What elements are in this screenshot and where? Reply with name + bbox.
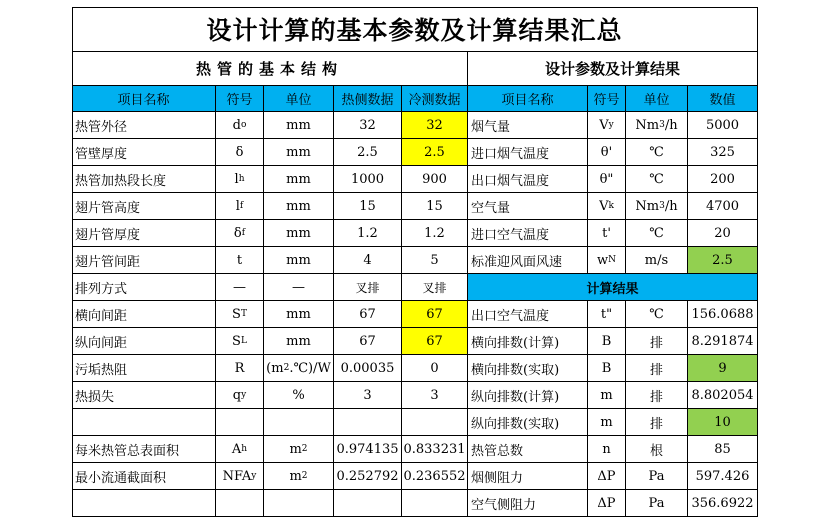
unit-text: /h <box>664 198 678 214</box>
column-header-left: 冷测数据 <box>402 86 468 112</box>
result-unit: ℃ <box>626 301 688 328</box>
param-name: 热损失 <box>72 382 216 409</box>
result-name: 烟气量 <box>468 112 588 139</box>
cold-side-value: 0 <box>402 355 468 382</box>
symbol-text: A <box>231 441 242 457</box>
unit-text: m <box>289 441 302 457</box>
symbol-text: t' <box>602 225 611 241</box>
cold-side-value: 900 <box>402 166 468 193</box>
unit-text: Nm <box>635 198 660 214</box>
param-unit: — <box>264 274 334 301</box>
param-unit <box>264 409 334 436</box>
param-unit: mm <box>264 193 334 220</box>
symbol-text: t" <box>600 306 613 322</box>
result-unit: ℃ <box>626 139 688 166</box>
column-header-right: 符号 <box>588 86 626 112</box>
param-symbol <box>216 247 264 274</box>
param-symbol: d o <box>216 112 264 139</box>
symbol-text: l <box>235 198 240 214</box>
symbol-text: NFA <box>222 468 252 484</box>
symbol-text: ΔP <box>597 495 616 511</box>
param-unit: mm <box>264 247 334 274</box>
result-name: 进口空气温度 <box>468 220 588 247</box>
symbol-text: l <box>234 171 239 187</box>
param-name: 纵向间距 <box>72 328 216 355</box>
symbol-text: θ' <box>600 144 613 160</box>
result-unit: 排 <box>626 328 688 355</box>
symbol-text: q <box>232 387 242 403</box>
result-value: 10 <box>688 409 758 436</box>
result-value: 4700 <box>688 193 758 220</box>
param-symbol: l h <box>216 166 264 193</box>
symbol-text: S <box>232 333 241 349</box>
param-symbol: A h <box>216 436 264 463</box>
hot-side-value: 15 <box>334 193 402 220</box>
unit-text: Nm <box>635 117 660 133</box>
result-value: 8.291874 <box>688 328 758 355</box>
result-symbol: V y <box>588 112 626 139</box>
param-unit: mm <box>264 301 334 328</box>
hot-side-value: 32 <box>334 112 402 139</box>
result-unit: Pa <box>626 490 688 517</box>
symbol-text: δ <box>235 144 244 160</box>
symbol-text: B <box>601 360 612 376</box>
column-header-right: 单位 <box>626 86 688 112</box>
summary-table <box>72 7 758 517</box>
result-symbol: w N <box>588 247 626 274</box>
param-name: 最小流通截面积 <box>72 463 216 490</box>
param-symbol <box>216 490 264 517</box>
hot-side-value: 4 <box>334 247 402 274</box>
cold-side-value: 32 <box>402 112 468 139</box>
result-unit: ℃ <box>626 166 688 193</box>
param-name: 管壁厚度 <box>72 139 216 166</box>
result-name: 出口烟气温度 <box>468 166 588 193</box>
symbol-text: n <box>602 441 611 457</box>
unit-text: .℃)/W <box>289 360 331 376</box>
param-unit: mm <box>264 112 334 139</box>
result-name: 空气量 <box>468 193 588 220</box>
cold-side-value: 15 <box>402 193 468 220</box>
result-name: 纵向排数(计算) <box>468 382 588 409</box>
result-symbol <box>588 436 626 463</box>
param-symbol <box>216 355 264 382</box>
param-unit: (m 2 .℃)/W <box>264 355 334 382</box>
column-header-left: 单位 <box>264 86 334 112</box>
cold-side-value <box>402 409 468 436</box>
result-symbol <box>588 328 626 355</box>
unit-text: (m <box>266 360 284 376</box>
symbol-text: V <box>599 198 609 214</box>
result-symbol <box>588 301 626 328</box>
hot-side-value: 1.2 <box>334 220 402 247</box>
result-name: 横向排数(计算) <box>468 328 588 355</box>
result-symbol <box>588 409 626 436</box>
symbol-text: θ" <box>599 171 614 187</box>
result-unit: ℃ <box>626 220 688 247</box>
result-value: 8.802054 <box>688 382 758 409</box>
result-symbol: V k <box>588 193 626 220</box>
param-symbol <box>216 409 264 436</box>
result-value: 325 <box>688 139 758 166</box>
hot-side-value: 3 <box>334 382 402 409</box>
result-unit: 根 <box>626 436 688 463</box>
result-symbol <box>588 490 626 517</box>
result-symbol <box>588 220 626 247</box>
result-symbol <box>588 463 626 490</box>
column-header-left: 热侧数据 <box>334 86 402 112</box>
result-value: 85 <box>688 436 758 463</box>
hot-side-value <box>334 409 402 436</box>
param-name: 横向间距 <box>72 301 216 328</box>
param-name: 翅片管厚度 <box>72 220 216 247</box>
result-value: 5000 <box>688 112 758 139</box>
cold-side-value: 0.833231 <box>402 436 468 463</box>
symbol-text: m <box>600 414 613 430</box>
result-name: 空气侧阻力 <box>468 490 588 517</box>
param-unit: m 2 <box>264 463 334 490</box>
param-symbol: S T <box>216 301 264 328</box>
param-symbol <box>216 274 264 301</box>
column-header-left: 项目名称 <box>72 86 216 112</box>
section-design-params-results: 设计参数及计算结果 <box>468 52 758 86</box>
symbol-text: δ <box>233 225 242 241</box>
hot-side-value: 67 <box>334 301 402 328</box>
param-symbol: δ f <box>216 220 264 247</box>
cold-side-value: 67 <box>402 301 468 328</box>
param-unit: mm <box>264 328 334 355</box>
symbol-text: t <box>236 252 243 268</box>
result-symbol <box>588 355 626 382</box>
symbol-text: V <box>599 117 609 133</box>
section-heat-pipe-structure: 热管的基本结构 <box>72 52 468 86</box>
cold-side-value: 3 <box>402 382 468 409</box>
result-symbol <box>588 382 626 409</box>
result-name: 纵向排数(实取) <box>468 409 588 436</box>
column-header-left: 符号 <box>216 86 264 112</box>
page-title: 设计计算的基本参数及计算结果汇总 <box>72 7 758 52</box>
hot-side-value: 1000 <box>334 166 402 193</box>
symbol-text: — <box>233 279 246 295</box>
param-name: 热管加热段长度 <box>72 166 216 193</box>
cold-side-value: 5 <box>402 247 468 274</box>
result-name: 横向排数(实取) <box>468 355 588 382</box>
result-symbol <box>588 166 626 193</box>
hot-side-value: 67 <box>334 328 402 355</box>
param-symbol: S L <box>216 328 264 355</box>
param-name: 热管外径 <box>72 112 216 139</box>
symbol-text: d <box>232 117 241 133</box>
param-symbol: NFA y <box>216 463 264 490</box>
param-name <box>72 490 216 517</box>
param-name: 翅片管间距 <box>72 247 216 274</box>
param-symbol: l f <box>216 193 264 220</box>
result-name: 出口空气温度 <box>468 301 588 328</box>
cold-side-value <box>402 490 468 517</box>
result-unit: Pa <box>626 463 688 490</box>
symbol-text: w <box>596 252 609 268</box>
cold-side-value: 2.5 <box>402 139 468 166</box>
cold-side-value: 67 <box>402 328 468 355</box>
symbol-text: S <box>232 306 241 322</box>
result-value: 356.6922 <box>688 490 758 517</box>
result-unit: m/s <box>626 247 688 274</box>
hot-side-value: 0.974135 <box>334 436 402 463</box>
param-name: 排列方式 <box>72 274 216 301</box>
result-name: 进口烟气温度 <box>468 139 588 166</box>
result-unit: 排 <box>626 382 688 409</box>
result-value: 9 <box>688 355 758 382</box>
result-value: 200 <box>688 166 758 193</box>
param-name: 翅片管高度 <box>72 193 216 220</box>
unit-text: /h <box>664 117 678 133</box>
param-unit: % <box>264 382 334 409</box>
result-value: 156.0688 <box>688 301 758 328</box>
param-unit: m 2 <box>264 436 334 463</box>
column-header-right: 项目名称 <box>468 86 588 112</box>
hot-side-value <box>334 490 402 517</box>
symbol-text: R <box>234 360 245 376</box>
param-symbol: q y <box>216 382 264 409</box>
result-unit: Nm 3 /h <box>626 193 688 220</box>
param-name: 污垢热阻 <box>72 355 216 382</box>
result-name: 标准迎风面风速 <box>468 247 588 274</box>
section-calc-results: 计算结果 <box>468 274 758 301</box>
hot-side-value: 2.5 <box>334 139 402 166</box>
column-header-right: 数值 <box>688 86 758 112</box>
result-value: 20 <box>688 220 758 247</box>
result-value: 2.5 <box>688 247 758 274</box>
cold-side-value: 叉排 <box>402 274 468 301</box>
result-value: 597.426 <box>688 463 758 490</box>
param-symbol <box>216 139 264 166</box>
result-name: 烟侧阻力 <box>468 463 588 490</box>
result-name: 热管总数 <box>468 436 588 463</box>
hot-side-value: 0.252792 <box>334 463 402 490</box>
param-unit: mm <box>264 220 334 247</box>
symbol-text: ΔP <box>597 468 616 484</box>
symbol-text: m <box>600 387 613 403</box>
param-unit: mm <box>264 166 334 193</box>
param-unit <box>264 490 334 517</box>
param-unit: mm <box>264 139 334 166</box>
cold-side-value: 1.2 <box>402 220 468 247</box>
result-unit: 排 <box>626 355 688 382</box>
symbol-text: B <box>601 333 612 349</box>
result-unit: Nm 3 /h <box>626 112 688 139</box>
param-name: 每米热管总表面积 <box>72 436 216 463</box>
cold-side-value: 0.236552 <box>402 463 468 490</box>
param-name <box>72 409 216 436</box>
result-unit: 排 <box>626 409 688 436</box>
hot-side-value: 0.00035 <box>334 355 402 382</box>
hot-side-value: 叉排 <box>334 274 402 301</box>
unit-text: m <box>289 468 302 484</box>
result-symbol <box>588 139 626 166</box>
